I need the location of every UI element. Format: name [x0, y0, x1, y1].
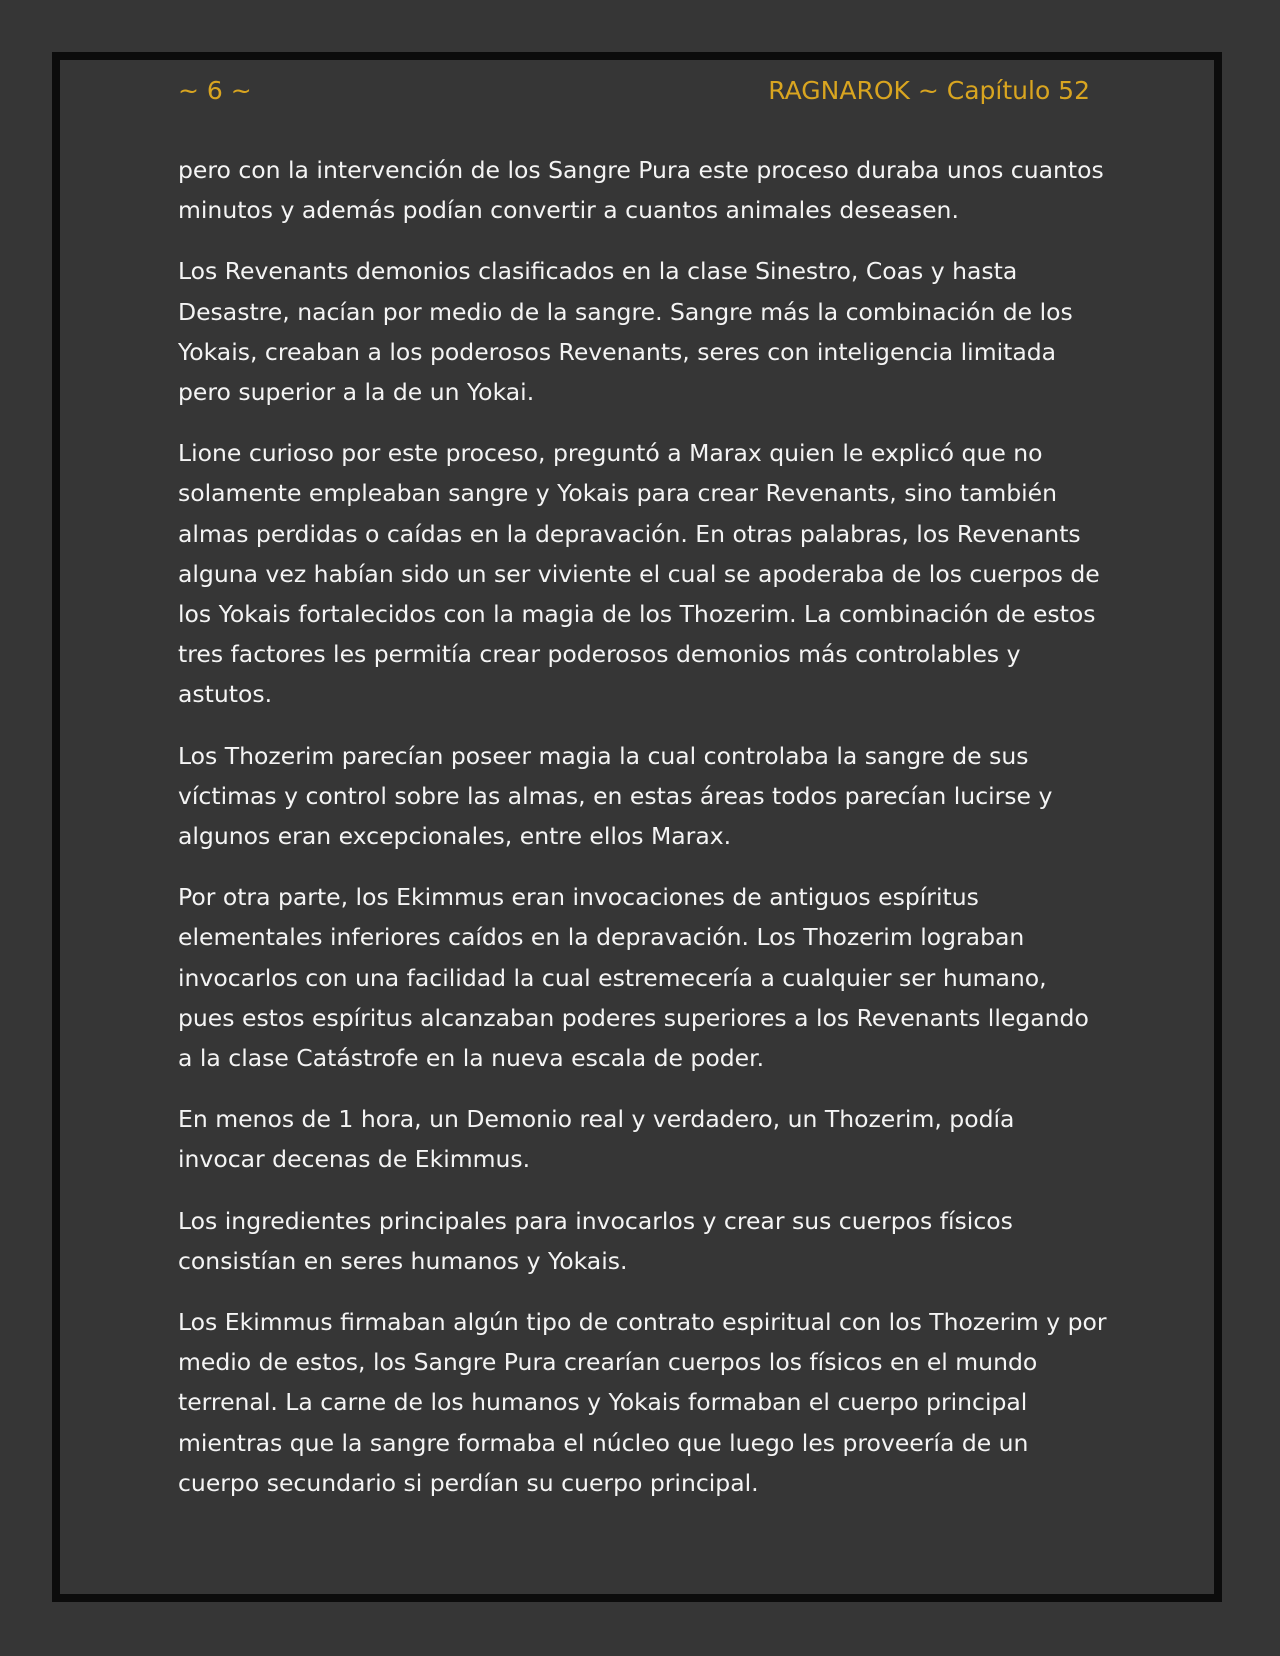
running-title: RAGNAROK ~ Capítulo 52: [768, 76, 1090, 105]
paragraph: Los ingredientes principales para invocarlos y crear sus cuerpos físicos consistían en seres humanos y Yokais.: [178, 1206, 1013, 1275]
paragraph: Los Thozerim parecían poseer magia la cual controlaba la sangre de sus víctimas y control sobre las almas, en estas áreas todos parecían lucirse y algunos eran excepcionales, entre ellos Marax.: [178, 741, 1053, 851]
paragraph: Los Revenants demonios clasificados en la clase Sinestro, Coas y hasta Desastre, nacían por medio de la sangre. Sangre más la combinación de los Yokais, creaban a los poderosos Revenants, seres con inteligencia limitada pero superior a la de un Yokai.: [178, 257, 1073, 407]
paragraph: En menos de 1 hora, un Demonio real y verdadero, un Thozerim, podía invocar decenas de Ekimmus.: [178, 1105, 1015, 1174]
chapter-body: [178, 150, 1108, 1524]
paragraph: Los Ekimmus firmaban algún tipo de contrato espiritual con los Thozerim y por medio de estos, los Sangre Pura crearían cuerpos los físicos en el mundo terrenal. La carne de los humanos y Yokais formaban el cuerpo principal mientras que la sangre formaba el núcleo que luego les proveería de un cuerpo secundario si perdían su cuerpo principal.: [178, 1308, 1107, 1497]
paragraph: pero con la intervención de los Sangre Pura este proceso duraba unos cuantos minutos y además podían convertir a cuantos animales deseasen.: [178, 156, 1104, 225]
paragraph: Lione curioso por este proceso, preguntó a Marax quien le explicó que no solamente empleaban sangre y Yokais para crear Revenants, sino también almas perdidas o caídas en la depravación. En otras palabras, los Revenants alguna vez habían sido un ser viviente el cual se apoderaba de los cuerpos de los Yokais fortalecidos con la magia de los Thozerim. La combinación de estos tres factores les permitía crear poderosos demonios más controlables y astutos.: [178, 439, 1100, 709]
page-header: [178, 76, 1090, 116]
paragraph: Por otra parte, los Ekimmus eran invocaciones de antiguos espíritus elementales inferiores caídos en la depravación. Los Thozerim lograban invocarlos con una facilidad la cual estremecería a cualquier ser humano, pues estos espíritus alcanzaban poderes superiores a los Revenants llegando a la clase Catástrofe en la nueva escala de poder.: [178, 883, 1089, 1073]
page-number: ~ 6 ~: [178, 76, 252, 105]
